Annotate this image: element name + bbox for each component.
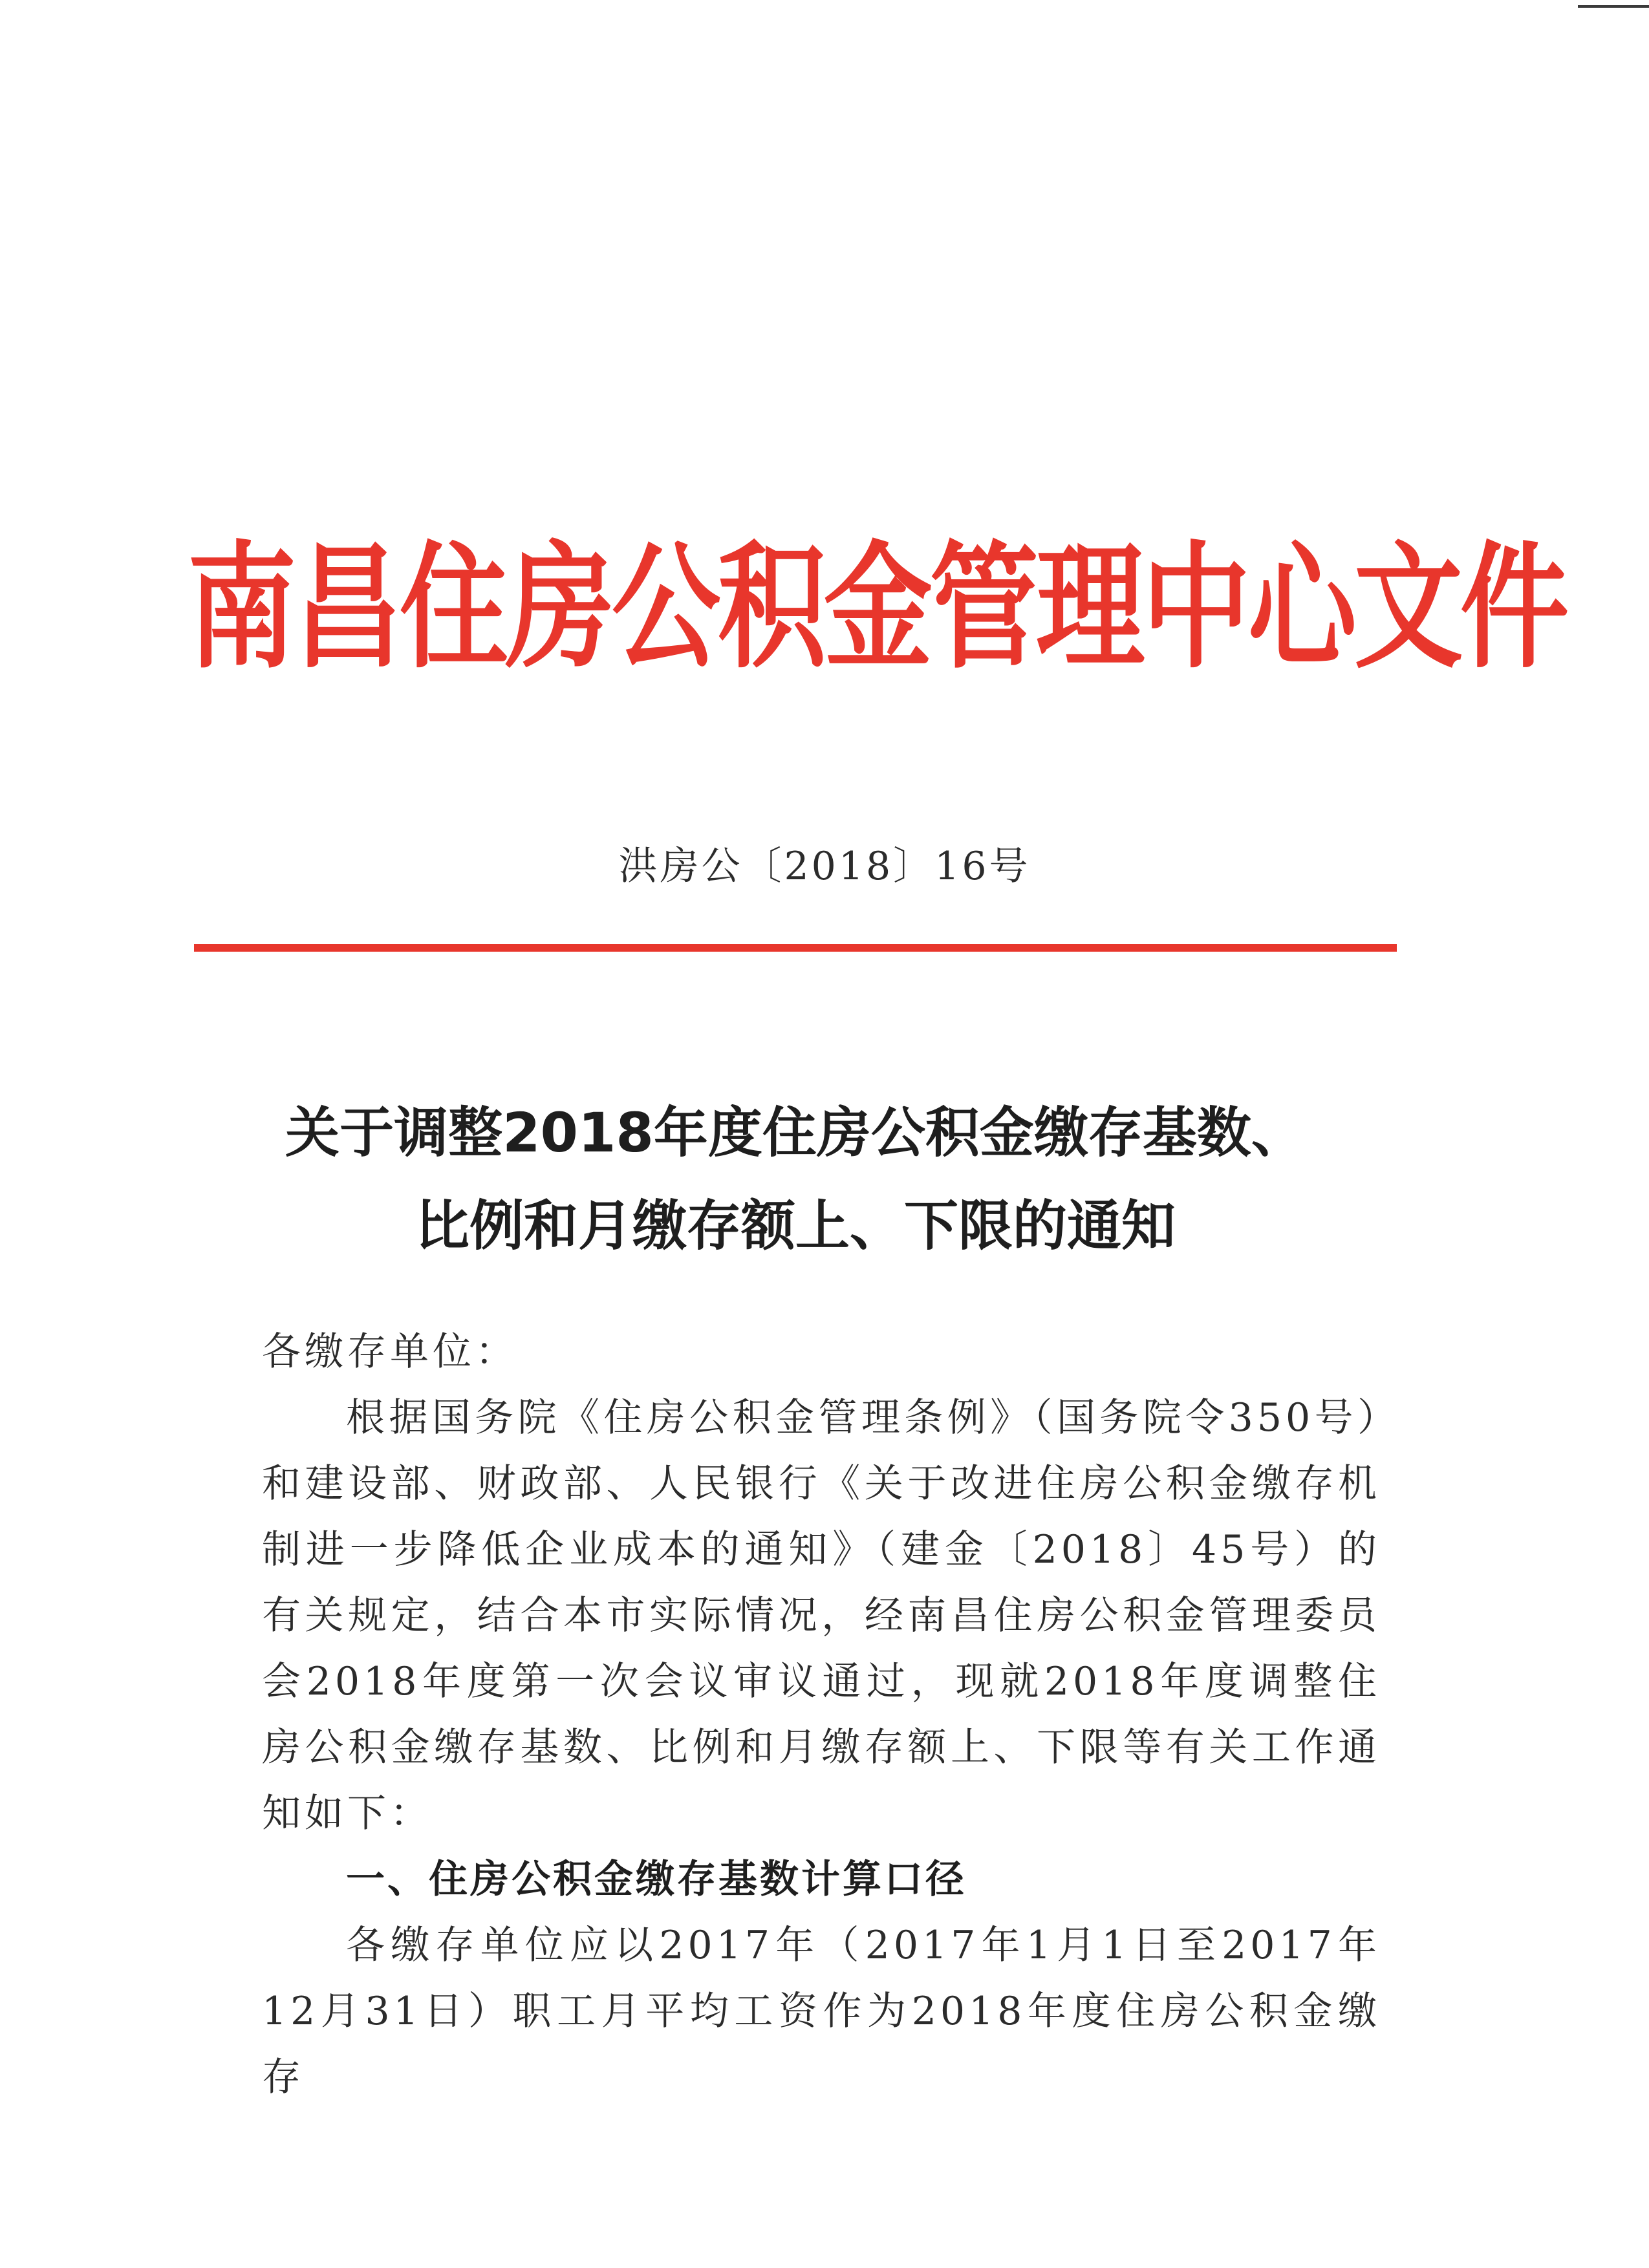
notice-title-line-1: 关于调整2018年度住房公积金缴存基数、: [285, 1101, 1306, 1164]
document-number: 洪房公〔2018〕16号: [618, 844, 1031, 889]
notice-title-line-2: 比例和月缴存额上、下限的通知: [415, 1194, 1176, 1257]
red-divider-rule: [194, 944, 1397, 952]
scan-edge-mark: [1578, 5, 1649, 8]
masthead-title: 南昌住房公积金管理中心文件: [188, 528, 1566, 687]
section-1-heading: 一、住房公积金缴存基数计算口径: [346, 1857, 967, 1902]
body-paragraph-2: 各缴存单位应以2017年（2017年1月1日至2017年12月31日）职工月平均工资作为2018年度住房公积金缴存: [262, 1923, 1381, 2100]
notice-title: [194, 1086, 1397, 1272]
notice-body: [262, 1319, 1381, 2110]
salutation: 各缴存单位：: [262, 1329, 518, 1375]
body-paragraph-1: 根据国务院《住房公积金管理条例》（国务院令350号）和建设部、财政部、人民银行《关于改进住房公积金缴存机制进一步降低企业成本的通知》（建金〔2018〕45号）的有关规定，结合本市实际情况，经南昌住房公积金管理委员会2018年度第一次会议审议通过，现就2018年度调整住房公积金缴存基数、比例和月缴存额上、下限等有关工作通知如下：: [262, 1395, 1381, 1836]
